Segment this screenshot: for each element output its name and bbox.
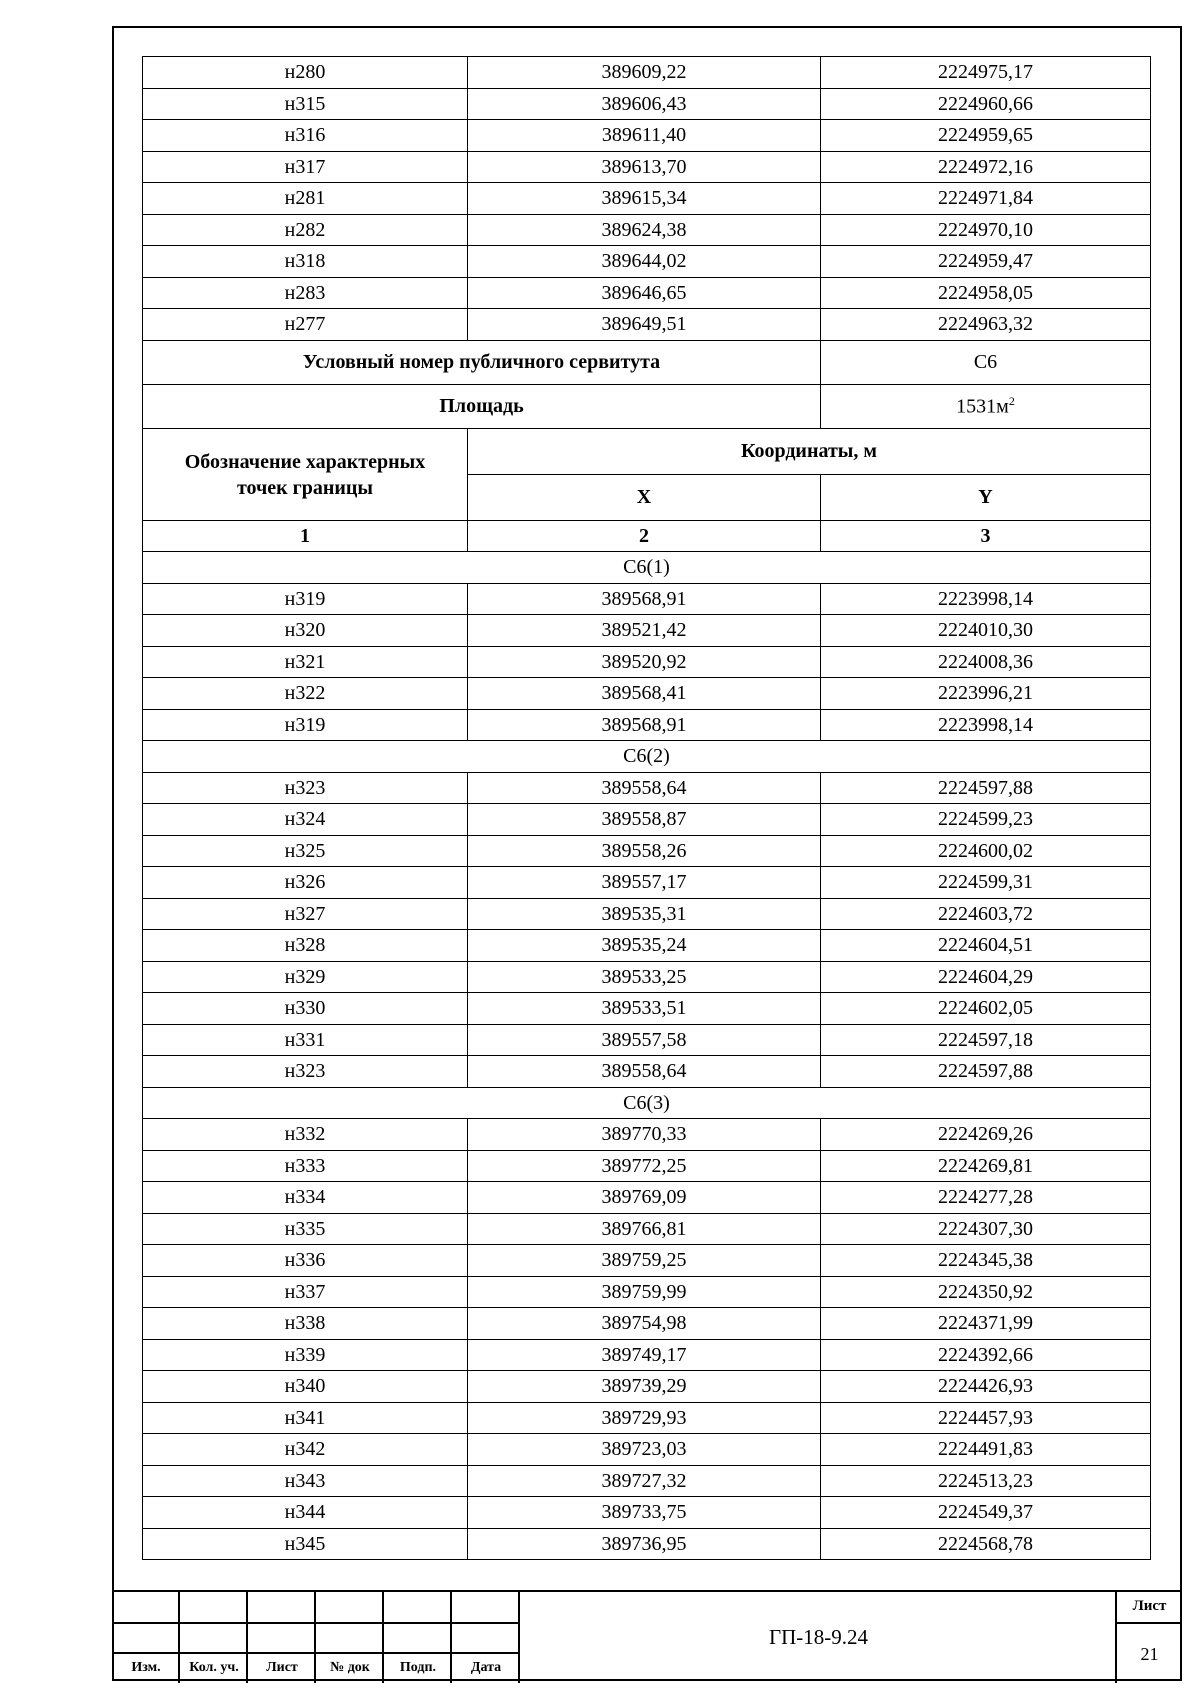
coord-y: 2224269,26 xyxy=(821,1119,1151,1151)
table-row xyxy=(143,709,1151,741)
coord-x: 389558,64 xyxy=(468,1056,821,1088)
coord-y: 2224568,78 xyxy=(821,1528,1151,1560)
point-id: н282 xyxy=(143,214,468,246)
table-row xyxy=(143,1024,1151,1056)
point-id: н319 xyxy=(143,709,468,741)
coord-y: 2224959,65 xyxy=(821,120,1151,152)
coordinates-header: Координаты, м xyxy=(468,428,1151,474)
coord-y: 2224959,47 xyxy=(821,246,1151,278)
point-id: н341 xyxy=(143,1402,468,1434)
coord-y: 2224963,32 xyxy=(821,309,1151,341)
point-id: н316 xyxy=(143,120,468,152)
coord-y: 2224457,93 xyxy=(821,1402,1151,1434)
table-row xyxy=(143,772,1151,804)
point-id: н317 xyxy=(143,151,468,183)
coord-x: 389557,58 xyxy=(468,1024,821,1056)
point-id: н336 xyxy=(143,1245,468,1277)
table-row xyxy=(143,1150,1151,1182)
point-id: н283 xyxy=(143,277,468,309)
table-row xyxy=(143,898,1151,930)
table-row xyxy=(143,646,1151,678)
table-row xyxy=(143,1119,1151,1151)
stamp-label-change: Изм. xyxy=(131,1660,161,1675)
coord-y: 2223996,21 xyxy=(821,678,1151,710)
stamp-line xyxy=(112,1622,520,1624)
table-row xyxy=(143,1213,1151,1245)
table-row xyxy=(143,1528,1151,1560)
coord-y: 2224392,66 xyxy=(821,1339,1151,1371)
coord-y: 2224602,05 xyxy=(821,993,1151,1025)
servitude-number-label: Условный номер публичного сервитута xyxy=(143,340,821,384)
group-title: С6(2) xyxy=(143,741,1151,773)
coord-y: 2224597,88 xyxy=(821,1056,1151,1088)
points-header-line1: Обозначение характерных xyxy=(184,451,426,473)
coord-y: 2224603,72 xyxy=(821,898,1151,930)
coord-x: 389646,65 xyxy=(468,277,821,309)
group-title: С6(1) xyxy=(143,552,1151,584)
point-id: н335 xyxy=(143,1213,468,1245)
stamp-label-date: Дата xyxy=(470,1660,502,1675)
table-row xyxy=(143,1371,1151,1403)
stamp-label-sign: Подп. xyxy=(399,1660,437,1675)
servitude-info xyxy=(143,340,1151,552)
table-row xyxy=(143,57,1151,89)
coord-x: 389766,81 xyxy=(468,1213,821,1245)
point-id: н331 xyxy=(143,1024,468,1056)
table-row xyxy=(143,1434,1151,1466)
coord-y: 2224599,23 xyxy=(821,804,1151,836)
column-number-3: 3 xyxy=(821,520,1151,552)
point-id: н345 xyxy=(143,1528,468,1560)
group-title-row xyxy=(143,1087,1151,1119)
coord-y: 2224960,66 xyxy=(821,88,1151,120)
coord-x: 389558,26 xyxy=(468,835,821,867)
stamp-line xyxy=(112,1652,520,1654)
coord-x: 389521,42 xyxy=(468,615,821,647)
table-row xyxy=(143,151,1151,183)
point-id: н337 xyxy=(143,1276,468,1308)
point-id: н320 xyxy=(143,615,468,647)
point-id: н280 xyxy=(143,57,468,89)
coord-x: 389644,02 xyxy=(468,246,821,278)
table-row xyxy=(143,930,1151,962)
stamp-line xyxy=(1117,1622,1182,1624)
table-row xyxy=(143,615,1151,647)
stamp-label-doc: № док xyxy=(330,1660,370,1675)
sheet-number: 21 xyxy=(1140,1644,1159,1664)
coord-x: 389729,93 xyxy=(468,1402,821,1434)
coord-y: 2224597,88 xyxy=(821,772,1151,804)
top-rows xyxy=(143,57,1151,341)
coord-x: 389568,91 xyxy=(468,709,821,741)
coord-x: 389611,40 xyxy=(468,120,821,152)
coord-x: 389557,17 xyxy=(468,867,821,899)
table-row xyxy=(143,88,1151,120)
point-id: н339 xyxy=(143,1339,468,1371)
point-id: н325 xyxy=(143,835,468,867)
coord-y: 2224604,29 xyxy=(821,961,1151,993)
coord-y: 2224010,30 xyxy=(821,615,1151,647)
coord-y: 2224972,16 xyxy=(821,151,1151,183)
coord-y: 2224426,93 xyxy=(821,1371,1151,1403)
point-id: н334 xyxy=(143,1182,468,1214)
coord-y: 2223998,14 xyxy=(821,583,1151,615)
table-row xyxy=(143,583,1151,615)
point-id: н340 xyxy=(143,1371,468,1403)
coord-x: 389609,22 xyxy=(468,57,821,89)
table-row xyxy=(143,835,1151,867)
coord-x: 389568,41 xyxy=(468,678,821,710)
table-row xyxy=(143,183,1151,215)
point-id: н343 xyxy=(143,1465,468,1497)
table-row xyxy=(143,246,1151,278)
coord-y: 2224604,51 xyxy=(821,930,1151,962)
point-id: н321 xyxy=(143,646,468,678)
sheet-label: Лист xyxy=(1132,1598,1167,1614)
coord-y: 2224971,84 xyxy=(821,183,1151,215)
coord-x: 389535,24 xyxy=(468,930,821,962)
coord-y: 2224513,23 xyxy=(821,1465,1151,1497)
coord-x: 389727,32 xyxy=(468,1465,821,1497)
point-id: н323 xyxy=(143,1056,468,1088)
point-id: н281 xyxy=(143,183,468,215)
point-id: н315 xyxy=(143,88,468,120)
table-row xyxy=(143,120,1151,152)
point-id: н344 xyxy=(143,1497,468,1529)
coord-y: 2224958,05 xyxy=(821,277,1151,309)
point-id: н338 xyxy=(143,1308,468,1340)
title-block xyxy=(112,1590,1182,1683)
table-row xyxy=(143,1308,1151,1340)
y-header: Y xyxy=(821,474,1151,520)
coord-y: 2224597,18 xyxy=(821,1024,1151,1056)
coord-x: 389606,43 xyxy=(468,88,821,120)
point-id: н330 xyxy=(143,993,468,1025)
coord-x: 389739,29 xyxy=(468,1371,821,1403)
point-id: н326 xyxy=(143,867,468,899)
stamp-label-count: Кол. уч. xyxy=(189,1660,239,1675)
coord-x: 389749,17 xyxy=(468,1339,821,1371)
coord-x: 389733,75 xyxy=(468,1497,821,1529)
point-id: н322 xyxy=(143,678,468,710)
table-row xyxy=(143,1339,1151,1371)
point-id: н277 xyxy=(143,309,468,341)
point-id: н333 xyxy=(143,1150,468,1182)
coord-x: 389533,25 xyxy=(468,961,821,993)
table-row xyxy=(143,1182,1151,1214)
table-row xyxy=(143,309,1151,341)
point-id: н319 xyxy=(143,583,468,615)
coord-y: 2224549,37 xyxy=(821,1497,1151,1529)
table-row xyxy=(143,214,1151,246)
column-number-1: 1 xyxy=(143,520,468,552)
table-row xyxy=(143,961,1151,993)
table-row xyxy=(143,678,1151,710)
point-id: н342 xyxy=(143,1434,468,1466)
table-row xyxy=(143,867,1151,899)
coord-x: 389558,64 xyxy=(468,772,821,804)
coord-y: 2224008,36 xyxy=(821,646,1151,678)
group-title: С6(3) xyxy=(143,1087,1151,1119)
coord-x: 389772,25 xyxy=(468,1150,821,1182)
coord-x: 389723,03 xyxy=(468,1434,821,1466)
table-row xyxy=(143,993,1151,1025)
coord-y: 2224600,02 xyxy=(821,835,1151,867)
x-header: X xyxy=(468,474,821,520)
table-row xyxy=(143,277,1151,309)
coord-y: 2224975,17 xyxy=(821,57,1151,89)
area-label: Площадь xyxy=(143,384,821,428)
group-title-row xyxy=(143,552,1151,584)
coord-y: 2224350,92 xyxy=(821,1276,1151,1308)
point-id: н323 xyxy=(143,772,468,804)
group-title-row xyxy=(143,741,1151,773)
table-row xyxy=(143,1402,1151,1434)
area-value: $1531м^2$ xyxy=(821,384,1151,428)
table-row xyxy=(143,1056,1151,1088)
table-row xyxy=(143,804,1151,836)
point-id: н318 xyxy=(143,246,468,278)
table-row xyxy=(143,1245,1151,1277)
coord-x: 389736,95 xyxy=(468,1528,821,1560)
point-id: н327 xyxy=(143,898,468,930)
coord-x: 389520,92 xyxy=(468,646,821,678)
table-row xyxy=(143,1465,1151,1497)
document-code: ГП-18-9.24 xyxy=(768,1625,869,1649)
table-row xyxy=(143,1497,1151,1529)
column-number-2: 2 xyxy=(468,520,821,552)
point-id: н328 xyxy=(143,930,468,962)
servitude-number-value: С6 xyxy=(821,340,1151,384)
coord-x: 389624,38 xyxy=(468,214,821,246)
stamp-label-sheet: Лист xyxy=(266,1660,298,1675)
coord-y: 2224345,38 xyxy=(821,1245,1151,1277)
group-rows xyxy=(143,552,1151,1560)
coord-x: 389754,98 xyxy=(468,1308,821,1340)
coord-y: 2223998,14 xyxy=(821,709,1151,741)
coord-y: 2224277,28 xyxy=(821,1182,1151,1214)
coordinates-table xyxy=(142,56,1151,1560)
coord-y: 2224307,30 xyxy=(821,1213,1151,1245)
coord-y: 2224491,83 xyxy=(821,1434,1151,1466)
coord-x: 389759,99 xyxy=(468,1276,821,1308)
coord-x: 389568,91 xyxy=(468,583,821,615)
points-header xyxy=(143,428,468,520)
points-header-line2: точек границы xyxy=(236,477,374,499)
coord-y: 2224371,99 xyxy=(821,1308,1151,1340)
table-row xyxy=(143,1276,1151,1308)
coord-x: 389759,25 xyxy=(468,1245,821,1277)
point-id: н332 xyxy=(143,1119,468,1151)
coord-x: 389558,87 xyxy=(468,804,821,836)
point-id: н329 xyxy=(143,961,468,993)
coord-x: 389615,34 xyxy=(468,183,821,215)
coord-x: 389533,51 xyxy=(468,993,821,1025)
point-id: н324 xyxy=(143,804,468,836)
coord-y: 2224599,31 xyxy=(821,867,1151,899)
coord-x: 389769,09 xyxy=(468,1182,821,1214)
coord-x: 389613,70 xyxy=(468,151,821,183)
coord-y: 2224269,81 xyxy=(821,1150,1151,1182)
coord-x: 389770,33 xyxy=(468,1119,821,1151)
coord-x: 389535,31 xyxy=(468,898,821,930)
coord-x: 389649,51 xyxy=(468,309,821,341)
coord-y: 2224970,10 xyxy=(821,214,1151,246)
